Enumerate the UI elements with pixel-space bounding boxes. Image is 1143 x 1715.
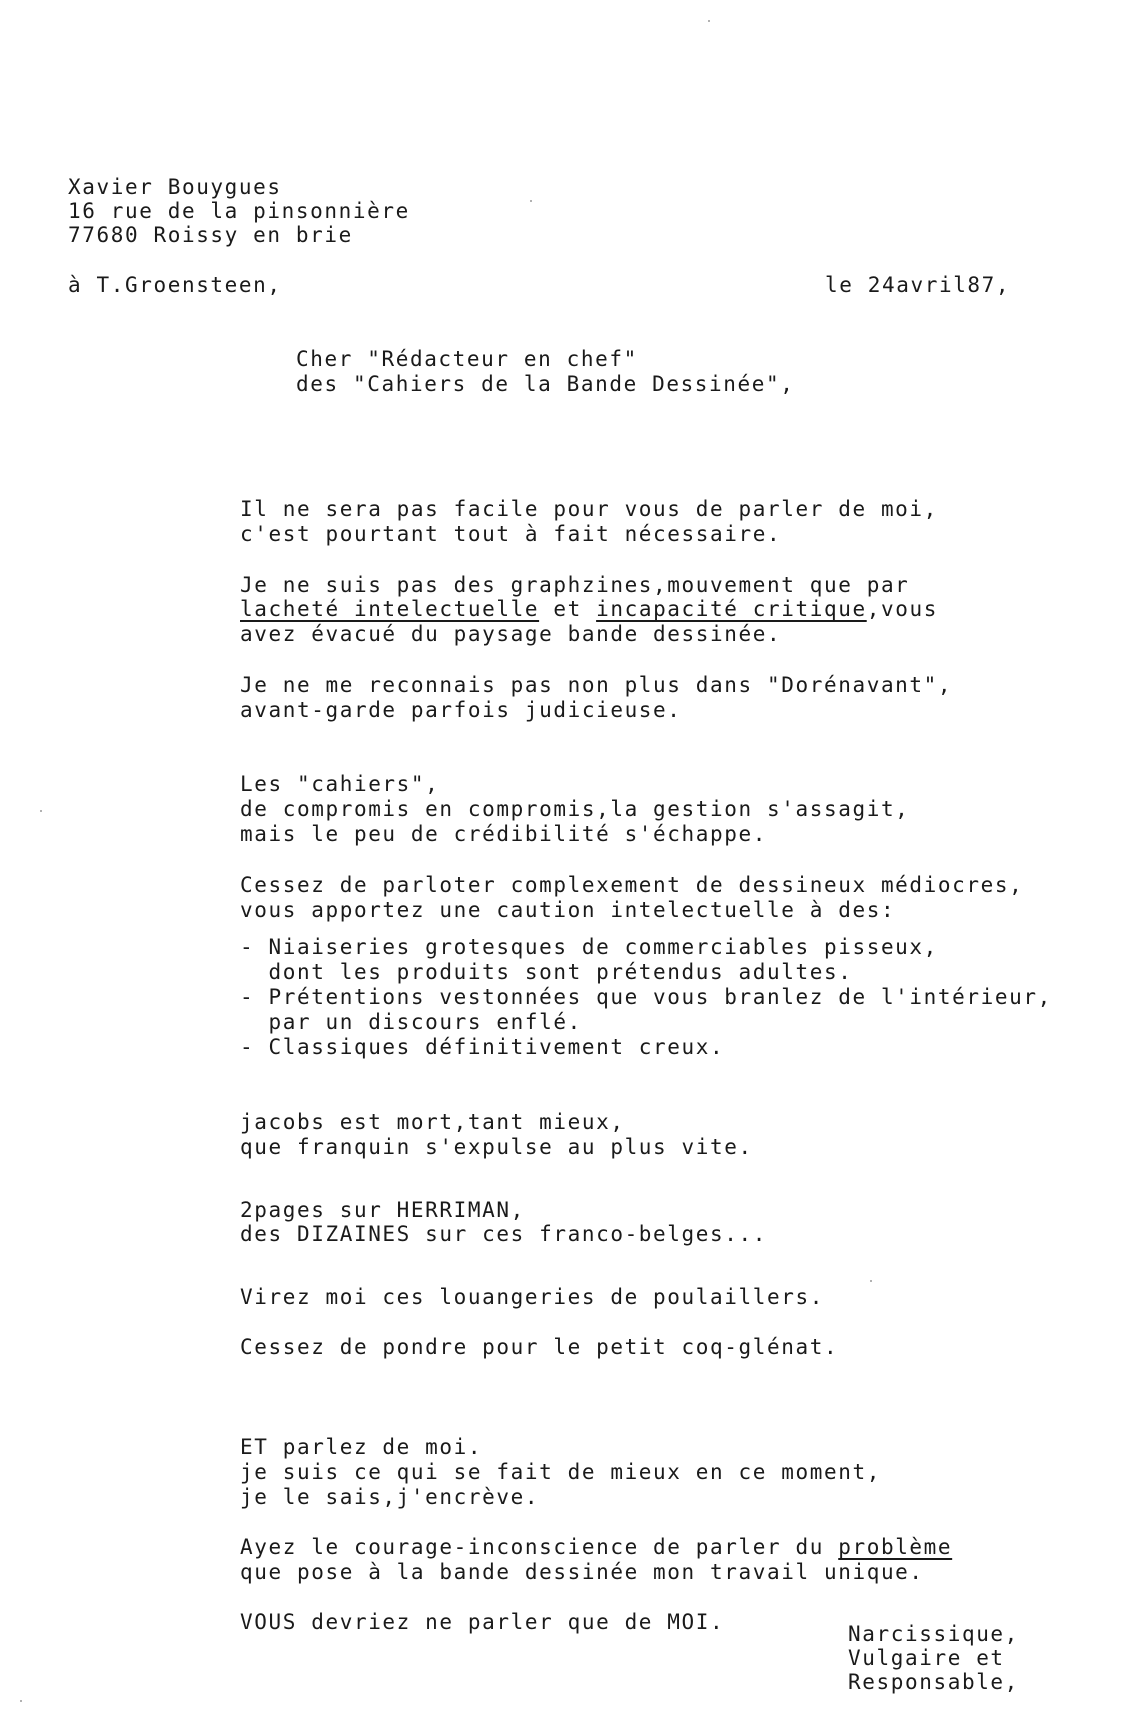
- scan-speck: [870, 1280, 872, 1282]
- body-line: avez évacué du paysage bande dessinée.: [240, 622, 782, 646]
- body-line: lacheté intelectuelle et incapacité critique,vous: [240, 597, 938, 621]
- body-line: Les "cahiers",: [240, 772, 440, 796]
- body-line: vous apportez une caution intelectuelle à des:: [240, 898, 896, 922]
- body-line: avant-garde parfois judicieuse.: [240, 698, 682, 722]
- sender-name: Xavier Bouygues: [68, 175, 282, 199]
- signature-line-3: Responsable,: [848, 1670, 1019, 1694]
- recipient: à T.Groensteen,: [68, 273, 282, 297]
- salutation-line-1: Cher "Rédacteur en chef": [296, 347, 638, 371]
- list-item: - Prétentions vestonnées que vous branlez de l'intérieur,: [240, 985, 1052, 1009]
- signature-line-2: Vulgaire et: [848, 1646, 1005, 1670]
- list-item: - Classiques définitivement creux.: [240, 1035, 725, 1059]
- body-line: 2pages sur HERRIMAN,: [240, 1198, 525, 1222]
- body-line: jacobs est mort,tant mieux,: [240, 1110, 625, 1134]
- body-line: de compromis en compromis,la gestion s'assagit,: [240, 797, 910, 821]
- sender-city: 77680 Roissy en brie: [68, 223, 353, 247]
- body-line: que franquin s'expulse au plus vite.: [240, 1135, 753, 1159]
- list-item-continuation: par un discours enflé.: [240, 1010, 582, 1034]
- list-item: - Niaiseries grotesques de commerciables pisseux,: [240, 935, 938, 959]
- list-item-continuation: dont les produits sont prétendus adultes.: [240, 960, 853, 984]
- letter-date: le 24avril87,: [825, 273, 1011, 297]
- body-line: je suis ce qui se fait de mieux en ce moment,: [240, 1460, 881, 1484]
- body-line: Il ne sera pas facile pour vous de parler de moi,: [240, 497, 938, 521]
- underlined-word: problème: [838, 1535, 953, 1559]
- underlined-phrase: incapacité critique: [596, 597, 867, 621]
- body-line: VOUS devriez ne parler que de MOI.: [240, 1610, 725, 1634]
- body-line: Cessez de pondre pour le petit coq-glénat.: [240, 1335, 839, 1359]
- body-line: Cessez de parloter complexement de dessineux médiocres,: [240, 873, 1024, 897]
- body-line: je le sais,j'encrève.: [240, 1485, 540, 1509]
- scan-speck: [40, 810, 42, 812]
- signature-line-1: Narcissique,: [848, 1622, 1019, 1646]
- scan-speck: [530, 200, 532, 202]
- scan-speck: [20, 1700, 22, 1702]
- body-line: que pose à la bande dessinée mon travail unique.: [240, 1560, 924, 1584]
- body-line: Je ne suis pas des graphzines,mouvement que par: [240, 573, 910, 597]
- body-line: c'est pourtant tout à fait nécessaire.: [240, 522, 782, 546]
- sender-street: 16 rue de la pinsonnière: [68, 199, 410, 223]
- body-line: ET parlez de moi.: [240, 1435, 483, 1459]
- body-line: des DIZAINES sur ces franco-belges...: [240, 1222, 767, 1246]
- body-line: Ayez le courage-inconscience de parler du problème: [240, 1535, 953, 1559]
- body-line: mais le peu de crédibilité s'échappe.: [240, 822, 767, 846]
- body-line: Virez moi ces louangeries de poulaillers.: [240, 1285, 824, 1309]
- scan-speck: [708, 20, 710, 22]
- body-line: Je ne me reconnais pas non plus dans "Dorénavant",: [240, 673, 953, 697]
- salutation-line-2: des "Cahiers de la Bande Dessinée",: [296, 372, 795, 396]
- underlined-phrase: lacheté intelectuelle: [240, 597, 540, 621]
